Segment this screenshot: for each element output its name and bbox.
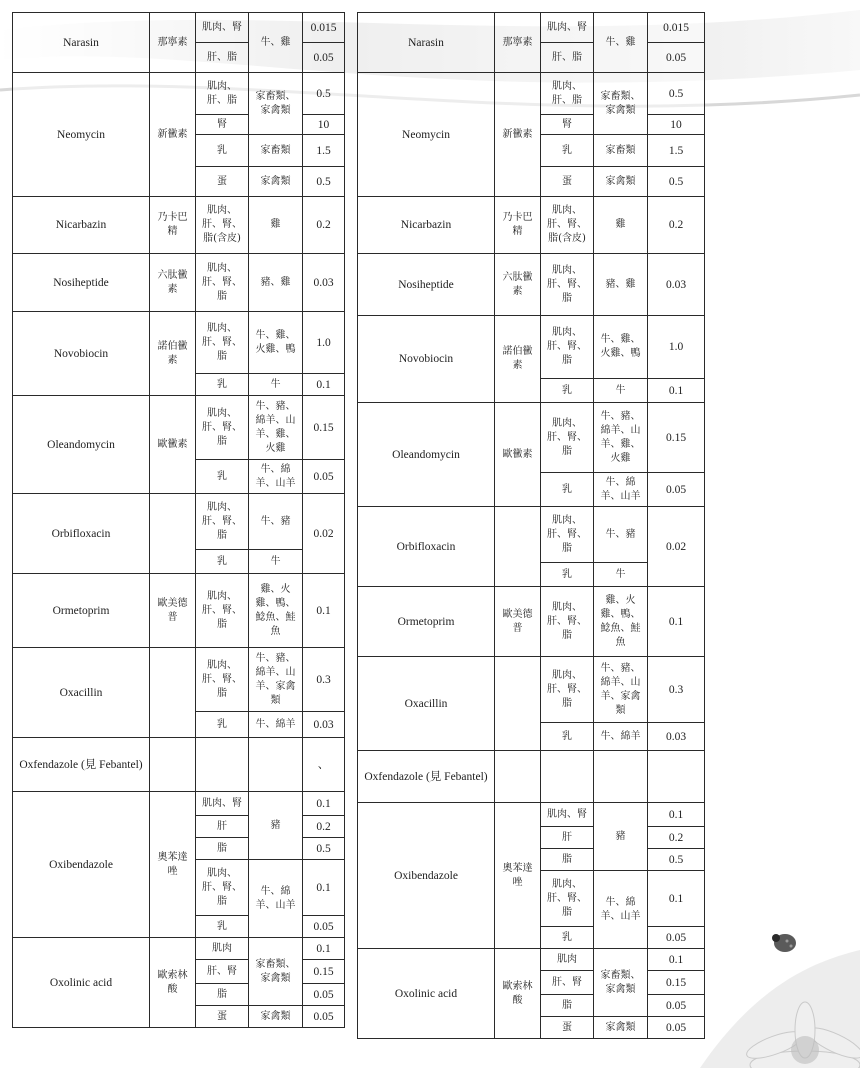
chinese-name-cell: 歐美德普 xyxy=(150,574,196,648)
left-table-panel xyxy=(12,12,358,1028)
table-row xyxy=(358,507,705,563)
chinese-name-cell: 肝 xyxy=(196,816,249,838)
table-row xyxy=(13,13,358,43)
residue-limit-cell: 0.02 xyxy=(648,507,705,587)
residue-limit-cell: 0.15 xyxy=(648,403,705,473)
chinese-name-cell: 肌肉、肝、脂 xyxy=(196,73,249,115)
table-row xyxy=(13,738,358,792)
table-row xyxy=(13,938,358,960)
chinese-name-cell: 蛋 xyxy=(541,167,594,197)
residue-limit-cell: 0.2 xyxy=(303,816,345,838)
chinese-name-cell: 牛 xyxy=(249,550,303,574)
chinese-name-cell: 肝、腎 xyxy=(541,971,594,995)
chinese-name-cell: 新黴素 xyxy=(150,73,196,197)
table-row xyxy=(358,73,705,115)
residue-limit-cell: 0.03 xyxy=(303,254,345,312)
chinese-name-cell xyxy=(150,738,196,792)
chinese-name-cell xyxy=(150,494,196,574)
chinese-name-cell: 蛋 xyxy=(196,167,249,197)
residue-limit-cell: 0.05 xyxy=(648,995,705,1017)
residue-limit-cell: 1.5 xyxy=(648,135,705,167)
chinese-name-cell: 肌肉 xyxy=(541,949,594,971)
chinese-name-cell: 雞 xyxy=(594,197,648,254)
residue-limit-cell: 1.5 xyxy=(303,135,345,167)
residue-limit-cell xyxy=(648,751,705,803)
table-row xyxy=(13,254,358,312)
chinese-name-cell: 六肽黴素 xyxy=(150,254,196,312)
table-row xyxy=(358,587,705,657)
chinese-name-cell: 肌肉、肝、腎、脂 xyxy=(541,587,594,657)
residue-limit-cell: 0.1 xyxy=(648,949,705,971)
table-row xyxy=(358,803,705,827)
residue-limit-cell: 0.015 xyxy=(303,13,345,43)
chinese-name-cell: 肌肉、肝、腎、脂 xyxy=(541,657,594,723)
blank-cell xyxy=(345,13,358,73)
drug-name-cell: Oxolinic acid xyxy=(13,938,150,1028)
chinese-name-cell: 牛 xyxy=(594,379,648,403)
chinese-name-cell: 肌肉、腎 xyxy=(196,13,249,43)
residue-limit-cell: 0.15 xyxy=(648,971,705,995)
residue-limit-cell: 10 xyxy=(648,115,705,135)
chinese-name-cell: 家禽類 xyxy=(249,167,303,197)
residue-limit-cell: 0.2 xyxy=(648,827,705,849)
chinese-name-cell: 牛 xyxy=(594,563,648,587)
chinese-name-cell: 乳 xyxy=(541,135,594,167)
chinese-name-cell: 家畜類 xyxy=(249,135,303,167)
chinese-name-cell: 牛、雞 xyxy=(249,13,303,73)
residue-limit-cell: 1.0 xyxy=(303,312,345,374)
table-row xyxy=(358,403,705,473)
drug-name-cell: Orbifloxacin xyxy=(358,507,495,587)
chinese-name-cell xyxy=(495,507,541,587)
chinese-name-cell: 肌肉 xyxy=(196,938,249,960)
chinese-name-cell: 乳 xyxy=(196,374,249,396)
chinese-name-cell: 肌肉、腎 xyxy=(541,13,594,43)
chinese-name-cell: 牛、雞、火雞、鴨 xyxy=(594,316,648,379)
drug-name-cell: Oleandomycin xyxy=(13,396,150,494)
chinese-name-cell: 家畜類、家禽類 xyxy=(594,949,648,1017)
residue-limit-cell: 0.1 xyxy=(303,792,345,816)
residue-limit-cell: 0.5 xyxy=(648,849,705,871)
table-row xyxy=(13,648,358,712)
chinese-name-cell: 肌肉、肝、腎、脂 xyxy=(541,316,594,379)
chinese-name-cell: 牛、綿羊、山羊 xyxy=(594,473,648,507)
drug-name-cell: Nosiheptide xyxy=(13,254,150,312)
chinese-name-cell: 家畜類、家禽類 xyxy=(249,73,303,135)
chinese-name-cell: 肝 xyxy=(541,827,594,849)
chinese-name-cell: 肌肉、肝、腎、脂 xyxy=(196,860,249,916)
chinese-name-cell: 家畜類 xyxy=(594,135,648,167)
residue-limit-cell: 0.1 xyxy=(303,938,345,960)
chinese-name-cell: 脂 xyxy=(196,838,249,860)
chinese-name-cell: 新黴素 xyxy=(495,73,541,197)
chinese-name-cell: 肌肉、肝、腎、脂(含皮) xyxy=(196,197,249,254)
chinese-name-cell: 雞、火雞、鴨、鯰魚、鮭魚 xyxy=(249,574,303,648)
chinese-name-cell xyxy=(196,738,249,792)
chinese-name-cell: 家畜類、家禽類 xyxy=(249,938,303,1006)
chinese-name-cell: 乳 xyxy=(196,460,249,494)
table-row xyxy=(13,197,358,254)
chinese-name-cell: 牛、豬、綿羊、山羊、家禽類 xyxy=(594,657,648,723)
chinese-name-cell: 蛋 xyxy=(196,1006,249,1028)
chinese-name-cell: 牛、綿羊 xyxy=(249,712,303,738)
chinese-name-cell: 腎 xyxy=(196,115,249,135)
residue-limit-cell: 0.5 xyxy=(303,73,345,115)
chinese-name-cell: 肌肉、肝、腎、脂 xyxy=(196,494,249,550)
table-row xyxy=(358,316,705,379)
chinese-name-cell: 肌肉、肝、腎、脂 xyxy=(196,396,249,460)
chinese-name-cell: 那寧素 xyxy=(150,13,196,73)
drug-name-cell: Oxibendazole xyxy=(358,803,495,949)
residue-limit-cell: 0.015 xyxy=(648,13,705,43)
chinese-name-cell xyxy=(541,751,594,803)
chinese-name-cell: 乳 xyxy=(196,712,249,738)
table-row xyxy=(358,197,705,254)
chinese-name-cell: 奧苯達唑 xyxy=(495,803,541,949)
table-row xyxy=(13,396,358,460)
residue-limit-cell: 0.02 xyxy=(303,494,345,574)
drug-name-cell: Oleandomycin xyxy=(358,403,495,507)
residue-limit-cell: 0.03 xyxy=(303,712,345,738)
chinese-name-cell: 牛、雞、火雞、鴨 xyxy=(249,312,303,374)
residue-limit-cell: 0.03 xyxy=(648,254,705,316)
chinese-name-cell: 乳 xyxy=(196,550,249,574)
chinese-name-cell: 牛、綿羊、山羊 xyxy=(249,460,303,494)
table-row xyxy=(13,73,358,115)
chinese-name-cell: 肌肉、肝、腎、脂 xyxy=(541,871,594,927)
chinese-name-cell: 牛 xyxy=(249,374,303,396)
chinese-name-cell: 乳 xyxy=(541,473,594,507)
chinese-name-cell: 乃卡巴精 xyxy=(150,197,196,254)
drug-name-cell: Oxacillin xyxy=(358,657,495,751)
residue-limit-cell: 0.2 xyxy=(648,197,705,254)
table-row xyxy=(358,949,705,971)
chinese-name-cell: 豬 xyxy=(249,792,303,860)
residue-limit-cell: 10 xyxy=(303,115,345,135)
residue-limit-cell: 0.05 xyxy=(303,460,345,494)
chinese-name-cell: 肌肉、肝、腎、脂(含皮) xyxy=(541,197,594,254)
chinese-name-cell: 脂 xyxy=(541,849,594,871)
residue-limit-cell: 0.05 xyxy=(303,43,345,73)
residue-limit-cell: 0.1 xyxy=(303,860,345,916)
residue-limit-cell: 0.15 xyxy=(303,396,345,460)
blank-cell xyxy=(345,73,358,1028)
chinese-name-cell: 牛、豬、綿羊、山羊、家禽類 xyxy=(249,648,303,712)
residue-table-left-body xyxy=(13,13,358,1028)
residue-limit-cell: 0.05 xyxy=(303,984,345,1006)
chinese-name-cell: 肝、脂 xyxy=(541,43,594,73)
chinese-name-cell: 歐黴素 xyxy=(495,403,541,507)
chinese-name-cell: 乳 xyxy=(541,723,594,751)
chinese-name-cell: 歐美德普 xyxy=(495,587,541,657)
residue-limit-cell: 0.3 xyxy=(648,657,705,723)
table-row xyxy=(358,254,705,316)
residue-table-right xyxy=(357,12,705,1039)
chinese-name-cell: 肌肉、肝、腎、脂 xyxy=(196,648,249,712)
chinese-name-cell: 六肽黴素 xyxy=(495,254,541,316)
residue-limit-cell: 0.5 xyxy=(303,167,345,197)
chinese-name-cell: 肝、脂 xyxy=(196,43,249,73)
table-row xyxy=(13,312,358,374)
residue-limit-cell: 0.05 xyxy=(303,1006,345,1028)
chinese-name-cell: 奧苯達唑 xyxy=(150,792,196,938)
residue-limit-cell: 0.1 xyxy=(303,574,345,648)
chinese-name-cell: 肌肉、肝、腎、脂 xyxy=(196,254,249,312)
residue-limit-cell: 0.5 xyxy=(648,73,705,115)
residue-limit-cell: 0.05 xyxy=(303,916,345,938)
drug-name-cell: Novobiocin xyxy=(358,316,495,403)
chinese-name-cell: 乳 xyxy=(196,135,249,167)
drug-name-cell: Nosiheptide xyxy=(358,254,495,316)
table-row xyxy=(13,574,358,648)
residue-limit-cell: 0.1 xyxy=(648,871,705,927)
chinese-name-cell: 諾伯黴素 xyxy=(150,312,196,396)
chinese-name-cell: 牛、豬 xyxy=(594,507,648,563)
residue-limit-cell: 0.1 xyxy=(648,379,705,403)
table-row xyxy=(13,494,358,550)
residue-limit-cell: 0.1 xyxy=(648,803,705,827)
chinese-name-cell: 肌肉、肝、腎、脂 xyxy=(196,574,249,648)
residue-limit-cell: 0.1 xyxy=(648,587,705,657)
chinese-name-cell: 歐索林酸 xyxy=(150,938,196,1028)
chinese-name-cell: 豬、雞 xyxy=(594,254,648,316)
drug-name-cell: Oxolinic acid xyxy=(358,949,495,1039)
drug-name-cell: Neomycin xyxy=(13,73,150,197)
residue-limit-cell: 0.05 xyxy=(648,473,705,507)
chinese-name-cell: 乳 xyxy=(196,916,249,938)
chinese-name-cell: 乳 xyxy=(541,563,594,587)
residue-limit-cell: 0.05 xyxy=(648,43,705,73)
chinese-name-cell: 雞 xyxy=(249,197,303,254)
drug-name-cell: Ormetoprim xyxy=(13,574,150,648)
table-row xyxy=(358,13,705,43)
chinese-name-cell: 牛、豬、綿羊、山羊、雞、火雞 xyxy=(594,403,648,473)
drug-name-cell: Neomycin xyxy=(358,73,495,197)
chinese-name-cell: 肝、腎 xyxy=(196,960,249,984)
chinese-name-cell: 歐黴素 xyxy=(150,396,196,494)
chinese-name-cell xyxy=(594,751,648,803)
chinese-name-cell xyxy=(150,648,196,738)
chinese-name-cell: 肌肉、腎 xyxy=(196,792,249,816)
drug-name-cell: Oxfendazole (見 Febantel) xyxy=(13,738,150,792)
ladybug-icon xyxy=(772,934,796,952)
chinese-name-cell: 諾伯黴素 xyxy=(495,316,541,403)
table-row xyxy=(13,792,358,816)
chinese-name-cell: 那寧素 xyxy=(495,13,541,73)
chinese-name-cell: 肌肉、腎 xyxy=(541,803,594,827)
residue-table-right-body xyxy=(358,13,705,1039)
residue-limit-cell: 0.05 xyxy=(648,927,705,949)
drug-name-cell: Nicarbazin xyxy=(358,197,495,254)
residue-limit-cell: 0.2 xyxy=(303,197,345,254)
chinese-name-cell: 雞、火雞、鴨、鯰魚、鮭魚 xyxy=(594,587,648,657)
chinese-name-cell: 脂 xyxy=(196,984,249,1006)
residue-limit-cell: 0.3 xyxy=(303,648,345,712)
chinese-name-cell: 牛、綿羊、山羊 xyxy=(594,871,648,949)
residue-limit-cell: 0.05 xyxy=(648,1017,705,1039)
chinese-name-cell: 脂 xyxy=(541,995,594,1017)
chinese-name-cell: 家畜類、家禽類 xyxy=(594,73,648,135)
residue-limit-cell: 0.1 xyxy=(303,374,345,396)
chinese-name-cell: 腎 xyxy=(541,115,594,135)
chinese-name-cell xyxy=(495,657,541,751)
chinese-name-cell: 蛋 xyxy=(541,1017,594,1039)
chinese-name-cell: 肌肉、肝、脂 xyxy=(541,73,594,115)
right-table-panel xyxy=(357,12,705,1039)
drug-name-cell: Oxfendazole (見 Febantel) xyxy=(358,751,495,803)
residue-limit-cell: 0.03 xyxy=(648,723,705,751)
chinese-name-cell xyxy=(249,738,303,792)
residue-limit-cell: 0.5 xyxy=(648,167,705,197)
residue-limit-cell: 0.5 xyxy=(303,838,345,860)
drug-name-cell: Novobiocin xyxy=(13,312,150,396)
chinese-name-cell: 牛、綿羊 xyxy=(594,723,648,751)
drug-name-cell: Oxacillin xyxy=(13,648,150,738)
residue-limit-cell: 1.0 xyxy=(648,316,705,379)
table-row xyxy=(358,751,705,803)
drug-name-cell: Nicarbazin xyxy=(13,197,150,254)
chinese-name-cell: 肌肉、肝、腎、脂 xyxy=(541,403,594,473)
chinese-name-cell: 乃卡巴精 xyxy=(495,197,541,254)
drug-name-cell: Narasin xyxy=(13,13,150,73)
chinese-name-cell: 豬、雞 xyxy=(249,254,303,312)
table-row xyxy=(358,657,705,723)
chinese-name-cell: 牛、綿羊、山羊 xyxy=(249,860,303,938)
residue-limit-cell: 、 xyxy=(303,738,345,792)
drug-name-cell: Ormetoprim xyxy=(358,587,495,657)
drug-name-cell: Orbifloxacin xyxy=(13,494,150,574)
daisy-flower-decoration xyxy=(735,925,860,1068)
chinese-name-cell: 乳 xyxy=(541,927,594,949)
chinese-name-cell xyxy=(495,751,541,803)
chinese-name-cell: 家禽類 xyxy=(594,1017,648,1039)
chinese-name-cell: 牛、豬、綿羊、山羊、雞、火雞 xyxy=(249,396,303,460)
chinese-name-cell: 牛、雞 xyxy=(594,13,648,73)
chinese-name-cell: 歐索林酸 xyxy=(495,949,541,1039)
chinese-name-cell: 家禽類 xyxy=(249,1006,303,1028)
chinese-name-cell: 乳 xyxy=(541,379,594,403)
drug-name-cell: Oxibendazole xyxy=(13,792,150,938)
chinese-name-cell: 肌肉、肝、腎、脂 xyxy=(196,312,249,374)
drug-name-cell: Narasin xyxy=(358,13,495,73)
chinese-name-cell: 肌肉、肝、腎、脂 xyxy=(541,507,594,563)
chinese-name-cell: 牛、豬 xyxy=(249,494,303,550)
chinese-name-cell: 家禽類 xyxy=(594,167,648,197)
chinese-name-cell: 豬 xyxy=(594,803,648,871)
residue-limit-cell: 0.15 xyxy=(303,960,345,984)
residue-table-left xyxy=(12,12,358,1028)
chinese-name-cell: 肌肉、肝、腎、脂 xyxy=(541,254,594,316)
